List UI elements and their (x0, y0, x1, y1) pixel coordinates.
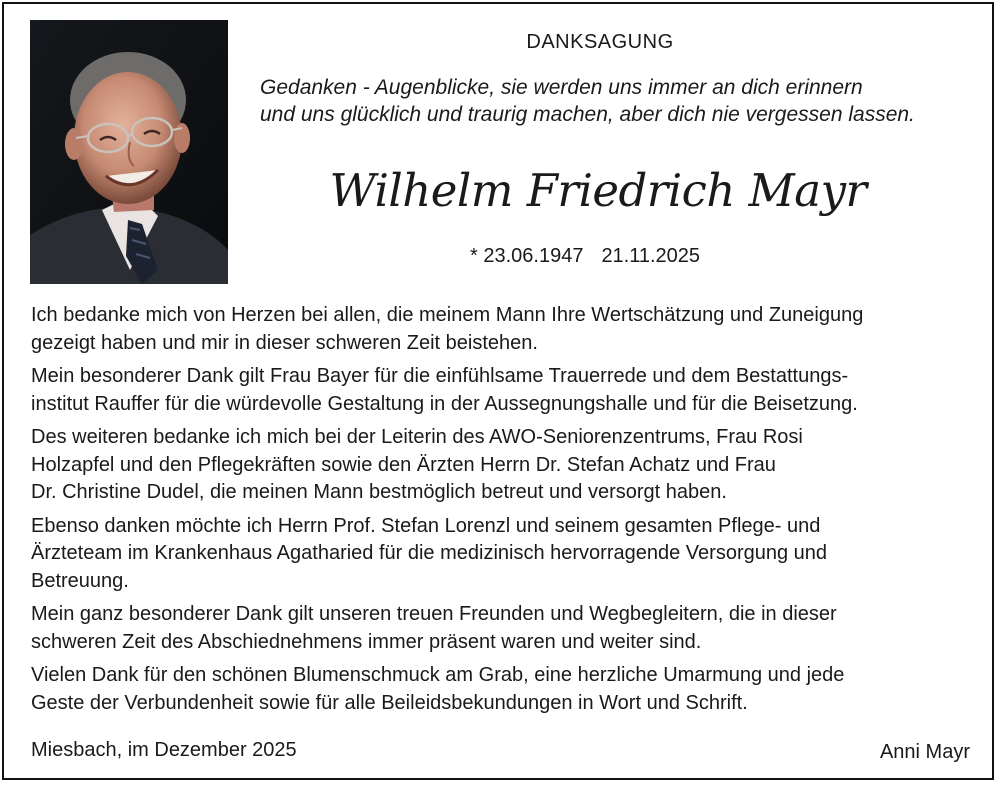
text-line: Mein ganz besonderer Dank gilt unseren treuen Freunden und Wegbegleitern, die in dieser (31, 603, 837, 625)
deceased-name: Wilhelm Friedrich Mayr (329, 164, 867, 217)
text-line: Geste der Verbundenheit sowie für alle Beileidsbekundungen in Wort und Schrift. (31, 691, 748, 714)
birth-date: * 23.06.1947 (470, 245, 584, 267)
thanks-text (31, 302, 981, 723)
text-line: Betreuung. (31, 569, 129, 592)
signature: Anni Mayr (879, 741, 970, 763)
death-date: 21.11.2025 (601, 245, 701, 267)
paragraph (31, 302, 981, 357)
text-line: schweren Zeit des Abschiednehmens immer präsent waren und weiter sind. (31, 630, 702, 653)
life-dates (470, 245, 700, 268)
paragraph (31, 424, 981, 507)
text-line: Ebenso danken möchte ich Herrn Prof. Stefan Lorenzl und seinem gesamten Pflege- und (31, 514, 821, 537)
text-line: gezeigt haben und mir in dieser schweren Zeit beistehen. (31, 331, 538, 354)
portrait-photo (30, 20, 228, 284)
poem-line: und uns glücklich und traurig machen, aber dich nie vergessen lassen. (260, 103, 915, 126)
place-and-date: Miesbach, im Dezember 2025 (31, 739, 297, 761)
paragraph (31, 363, 981, 418)
text-line: Holzapfel und den Pflegekräften sowie den Ärzten Herrn Dr. Stefan Achatz und Frau (31, 453, 776, 476)
text-line: Vielen Dank für den schönen Blumenschmuck am Grab, eine herzliche Umarmung und jede (31, 664, 845, 686)
text-line: Ärzteteam im Krankenhaus Agatharied für die medizinisch hervorragende Versorgung und (31, 542, 828, 564)
text-line: institut Rauffer für die würdevolle Gestaltung in der Aussegnungshalle und für die Beisetzung. (31, 392, 858, 415)
text-line: Ich bedanke mich von Herzen bei allen, die meinem Mann Ihre Wertschätzung und Zuneigung (31, 304, 864, 326)
memorial-poem (260, 74, 915, 128)
text-line: Dr. Christine Dudel, die meinen Mann bestmöglich betreut und versorgt haben. (31, 481, 727, 503)
paragraph (31, 662, 981, 717)
text-line: Des weiteren bedanke ich mich bei der Leiterin des AWO-Seniorenzentrums, Frau Rosi (31, 426, 803, 448)
paragraph (31, 601, 981, 656)
text-line: Mein besonderer Dank gilt Frau Bayer für die einfühlsame Trauerrede und dem Bestattungs- (31, 365, 849, 387)
notice-heading: DANKSAGUNG (526, 31, 674, 53)
paragraph (31, 513, 981, 596)
poem-line: Gedanken - Augenblicke, sie werden uns immer an dich erinnern (260, 76, 863, 99)
